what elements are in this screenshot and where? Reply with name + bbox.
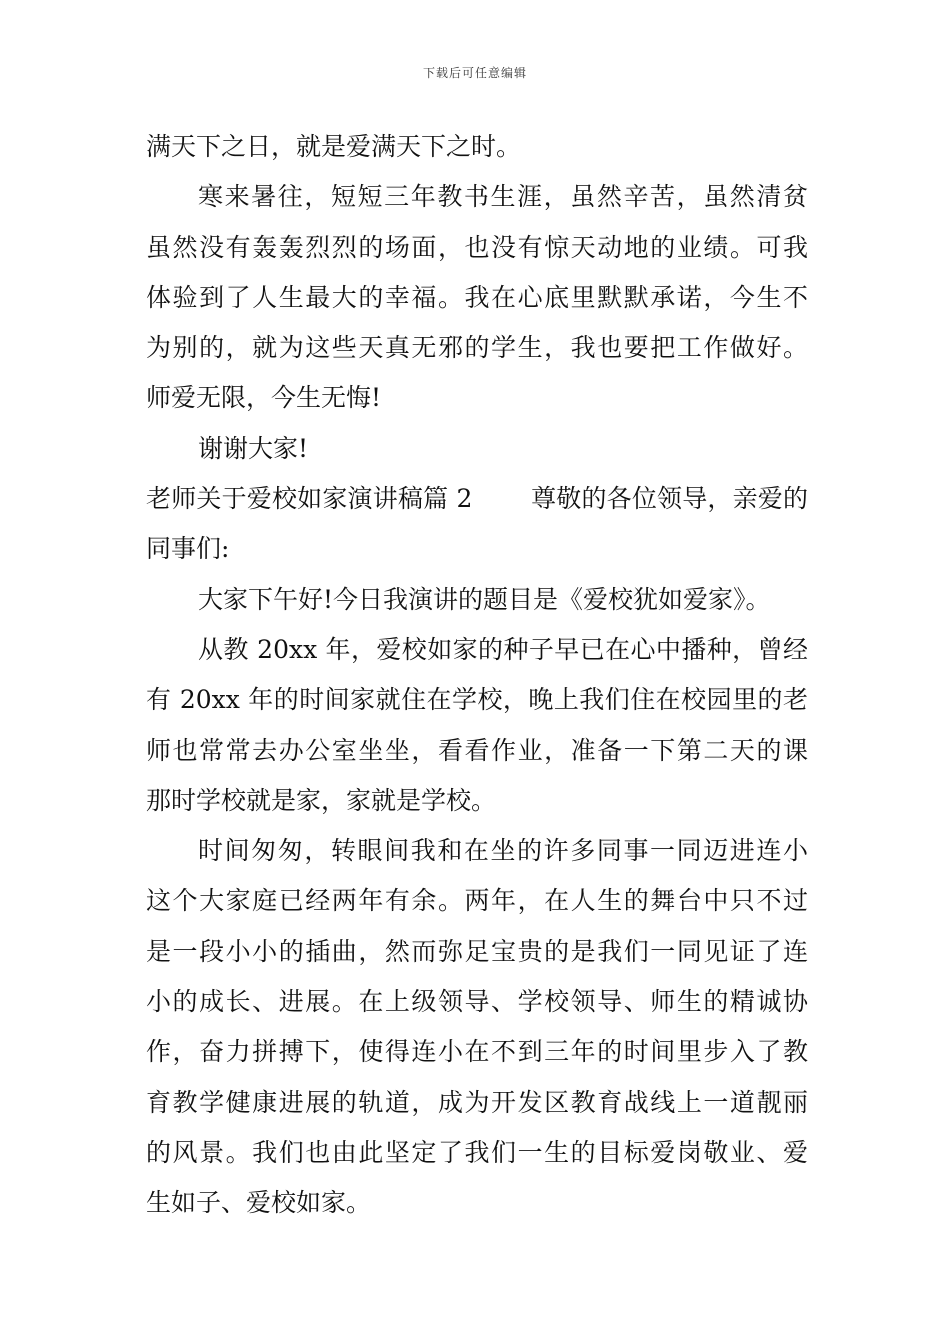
text-line: 时间匆匆，转眼间我和在坐的许多同事一同迈进连小 <box>198 836 808 866</box>
text-line: 师也常常去办公室坐坐，看看作业，准备一下第二天的课 <box>146 735 808 765</box>
text-line: 是一段小小的插曲，然而弥足宝贵的是我们一同见证了连 <box>146 936 808 966</box>
text-line: 虽然没有轰轰烈烈的场面，也没有惊天动地的业绩。可我 <box>146 232 808 262</box>
text-line: 那时学校就是家，家就是学校。 <box>146 785 497 815</box>
text-line: 这个大家庭已经两年有余。两年，在人生的舞台中只不过 <box>146 886 808 916</box>
text-line: 谢谢大家! <box>198 433 309 463</box>
text-line: 育教学健康进展的轨道，成为开发区教育战线上一道靓丽 <box>146 1087 808 1117</box>
text-line: 寒来暑往，短短三年教书生涯，虽然辛苦，虽然清贫 <box>198 182 808 212</box>
page-header-note: 下载后可任意编辑 <box>422 66 527 80</box>
text-line: 大家下午好!今日我演讲的题目是《爱校犹如爱家》。 <box>198 584 771 614</box>
text-line: 体验到了人生最大的幸福。我在心底里默默承诺，今生不 <box>146 282 808 312</box>
text-line: 从教 20xx 年，爱校如家的种子早已在心中播种，曾经 <box>198 634 808 664</box>
text-line: 作，奋力拼搏下，使得连小在不到三年的时间里步入了教 <box>146 1037 808 1067</box>
text-line: 的风景。我们也由此坚定了我们一生的目标爱岗敬业、爱 <box>146 1137 808 1167</box>
text-line: 小的成长、进展。在上级领导、学校领导、师生的精诚协 <box>146 987 808 1017</box>
text-line: 为别的，就为这些天真无邪的学生，我也要把工作做好。 <box>146 333 808 363</box>
text-line: 满天下之日，就是爱满天下之时。 <box>146 132 522 161</box>
text-line: 同事们: <box>146 534 230 564</box>
document-body <box>146 122 808 1229</box>
text-line: 有 20xx 年的时间家就住在学校，晚上我们住在校园里的老 <box>146 685 808 715</box>
text-line: 生如子、爱校如家。 <box>146 1188 372 1218</box>
section-heading-line: 老师关于爱校如家演讲稿篇 2 尊敬的各位领导，亲爱的 <box>146 484 808 514</box>
text-line: 师爱无限，今生无悔! <box>146 383 382 413</box>
